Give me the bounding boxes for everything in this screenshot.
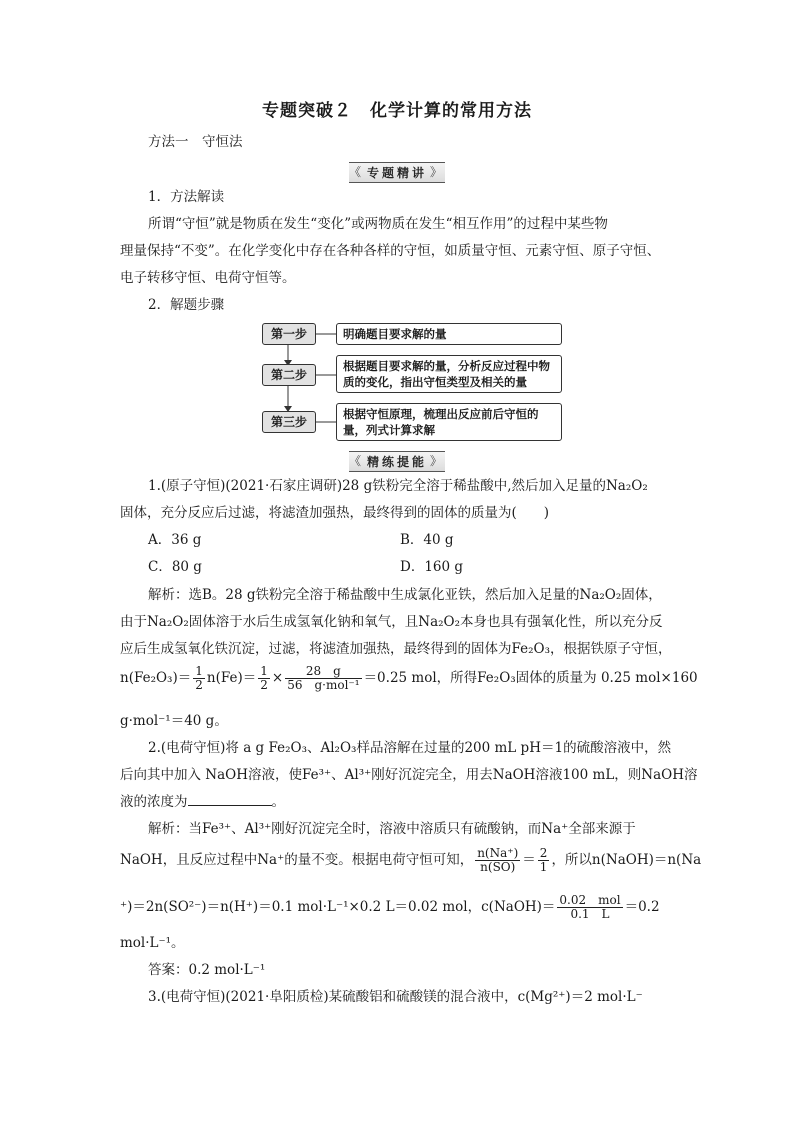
fraction-numerator: 1 [195,664,203,678]
question-2-line [120,793,285,811]
analysis-1-equation [120,665,698,692]
option-c: C．80 g [148,559,202,575]
s1-heading: 1．方法解读 [148,189,225,205]
fraction-denominator: n(SO) [480,860,516,874]
step-3-box: 第三步 [262,411,316,433]
analysis-1-line: g·mol⁻¹＝40 g。 [120,713,228,729]
question-1-line: 固体，充分反应后过滤，将滤渣加强热，最终得到的固体的质量为( ) [120,505,550,521]
analysis-1-line: 应后生成氢氧化铁沉淀，过滤，将滤渣加强热，最终得到的固体为Fe₂O₃，根据铁原子守恒， [120,641,672,657]
question-2-line: 2.(电荷守恒)将 a g Fe₂O₃、Al₂O₃样品溶解在过量的200 mL pH＝1的硫酸溶液中，然 [148,740,672,756]
eq-part: n(Fe)＝ [206,670,257,686]
fraction-numerator: 28 g [285,665,361,679]
fraction [557,894,622,921]
question-3-line: 3.(电荷守恒)(2021·阜阳质检)某硫酸铝和硫酸镁的混合液中，c(Mg²⁺)＝2 mol·L⁻ [148,989,643,1005]
answer-blank [188,793,272,806]
eq-part: n(Fe₂O₃)＝ [120,670,192,686]
fraction [285,665,361,692]
q2-text: 。 [271,794,285,810]
s2-heading: 2．解题步骤 [148,297,225,313]
analysis-1-line: 由于Na₂O₂固体溶于水后生成氢氧化钠和氧气，且Na₂O₂本身也具有强氧化性，所以充分反 [120,614,663,630]
answer-2: 答案：0.2 mol·L⁻¹ [148,962,266,978]
eq-part: NaOH，且反应过程中Na⁺的量不变。根据电荷守恒可知， [120,852,474,868]
fraction [193,665,205,692]
option-a: A．36 g [148,532,202,548]
fraction-denominator: 2 [260,678,268,692]
fraction-numerator: 0.02 mol [559,893,621,907]
paragraph-line: 电子转移守恒、电荷守恒等。 [120,270,296,286]
fraction [538,847,550,874]
fraction-numerator: n(Na⁺) [477,846,519,860]
analysis-2-line [120,894,660,921]
step-1-box: 第一步 [262,323,316,345]
analysis-2-line: 解析：当Fe³⁺、Al³⁺刚好沉淀完全时，溶液中溶质只有硫酸钠，而Na⁺全部来源于 [148,821,636,837]
eq-part: × [271,670,284,686]
fraction [475,847,520,874]
eq-part: ⁺)＝2n(SO²⁻)＝n(H⁺)＝0.1 mol·L⁻¹×0.2 L＝0.02 mol，c(NaOH)＝ [120,899,556,915]
banner-label: 《 精练提能 》 [349,451,445,472]
option-d: D．160 g [400,559,464,575]
eq-part: ＝0.2 [624,899,660,915]
question-1-line: 1.(原子守恒)(2021·石家庄调研)28 g铁粉完全溶于稀盐酸中,然后加入足量的Na₂O₂ [148,478,648,494]
step-3-desc: 根据守恒原理，梳理出反应前后守恒的量，列式计算求解 [336,403,562,441]
fraction-numerator: 1 [260,664,268,678]
page-title: 专题突破２ 化学计算的常用方法 [262,101,532,121]
q2-text: 液的浓度为 [120,794,188,810]
method-heading: 方法一 守恒法 [148,134,243,150]
fraction-denominator: 2 [195,678,203,692]
analysis-1-line: 解析：选B。28 g铁粉完全溶于稀盐酸中生成氯化亚铁，然后加入足量的Na₂O₂固体， [148,587,662,603]
question-2-line: 后向其中加入 NaOH溶液，使Fe³⁺、Al³⁺刚好沉淀完全，用去NaOH溶液100 mL，则NaOH溶 [120,767,698,783]
fraction-denominator: 56 g·mol⁻¹ [287,678,360,692]
fraction [258,665,270,692]
fraction-denominator: 1 [539,860,548,874]
step-2-box: 第二步 [262,364,316,386]
eq-part: ，所以n(NaOH)＝n(Na [551,852,702,868]
paragraph-line: 理量保持“不变”。在化学变化中存在各种各样的守恒，如质量守恒、元素守恒、原子守恒、 [120,243,661,259]
analysis-2-line: mol·L⁻¹。 [120,935,185,951]
fraction-denominator: 0.1 L [570,907,610,921]
fraction-numerator: 2 [539,846,548,860]
section-banner-2 [0,451,794,472]
step-1-desc: 明确题目要求解的量 [336,323,562,345]
step-2-desc: 根据题目要求解的量，分析反应过程中物质的变化，指出守恒类型及相关的量 [336,355,562,393]
analysis-2-line: NaOH，且反应过程中Na⁺的量不变。根据电荷守恒可知， $\frac{n(Na^+)}{n(SO)}$ ＝ $\frac{2}{1}$ ，所以n(NaOH)＝n(Na [120,846,702,874]
paragraph-line: 所谓“守恒”就是物质在发生“变化”或两物质在发生“相互作用”的过程中某些物 [148,216,608,232]
banner-label: 《 专题精讲 》 [349,162,445,183]
option-b: B．40 g [400,532,454,548]
eq-part: ＝0.25 mol，所得Fe₂O₃固体的质量为 0.25 mol×160 [363,670,698,686]
